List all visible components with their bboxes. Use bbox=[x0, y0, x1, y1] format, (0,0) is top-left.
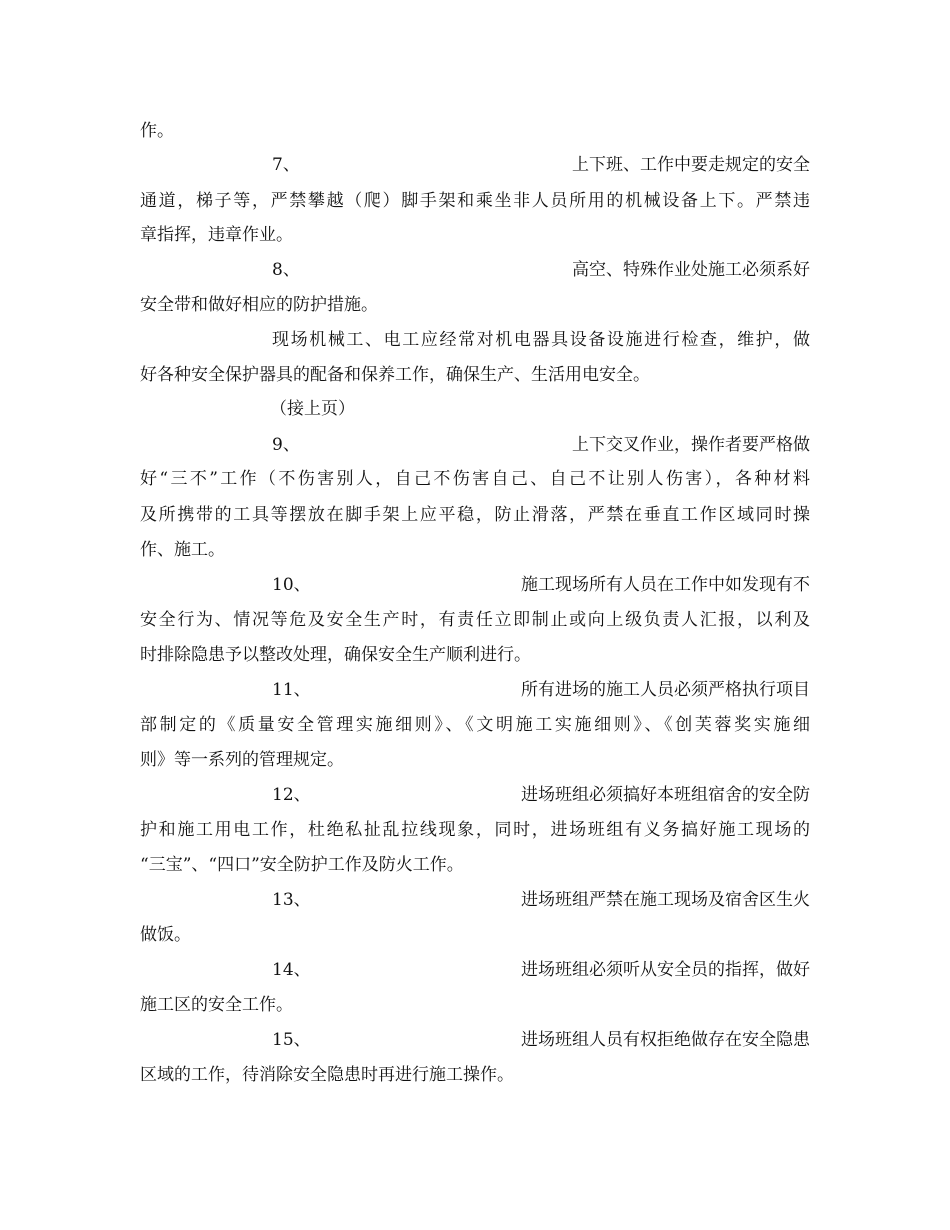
line-text: 做饭。 bbox=[140, 925, 191, 945]
item-text: 施工现场所有人员在工作中如发现有不 bbox=[521, 575, 810, 595]
text-line bbox=[140, 500, 810, 530]
item-text: 进场班组必须听从安全员的指挥，做好 bbox=[521, 960, 810, 980]
text-line bbox=[140, 116, 810, 146]
text-line bbox=[140, 850, 810, 880]
line-text: 作、施工。 bbox=[140, 540, 225, 560]
item-text: 进场班组人员有权拒绝做存在安全隐患 bbox=[521, 1030, 810, 1050]
text-line bbox=[140, 745, 810, 775]
line-text: 安全行为、情况等危及安全生产时，有责任立即制止或向上级负责人汇报，以利及 bbox=[140, 610, 810, 630]
item-number: 14、 bbox=[272, 960, 311, 980]
item-number: 10、 bbox=[272, 575, 311, 595]
line-text: 及所携带的工具等摆放在脚手架上应平稳，防止滑落，严禁在垂直工作区域同时操 bbox=[140, 505, 810, 525]
text-line bbox=[140, 290, 810, 320]
item-number: 13、 bbox=[272, 890, 311, 910]
line-text: （接上页） bbox=[270, 399, 355, 419]
item-number: 9、 bbox=[272, 435, 300, 455]
item-number: 8、 bbox=[272, 260, 300, 280]
numbered-item-line bbox=[140, 430, 810, 460]
line-text: 章指挥，违章作业。 bbox=[140, 225, 293, 245]
text-line bbox=[140, 535, 810, 565]
line-text: 通道，梯子等，严禁攀越（爬）脚手架和乘坐非人员所用的机械设备上下。严禁违 bbox=[140, 191, 810, 211]
item-number: 11、 bbox=[272, 680, 311, 700]
line-text: 施工区的安全工作。 bbox=[140, 995, 293, 1015]
numbered-item-line bbox=[140, 675, 810, 705]
item-text: 高空、特殊作业处施工必须系好 bbox=[572, 260, 810, 280]
numbered-item-line bbox=[140, 570, 810, 600]
line-text: 护和施工用电工作，杜绝私扯乱拉线现象，同时，进场班组有义务搞好施工现场的 bbox=[140, 820, 810, 840]
item-number: 12、 bbox=[272, 785, 311, 805]
item-number: 15、 bbox=[272, 1030, 311, 1050]
item-text: 上下班、工作中要走规定的安全 bbox=[572, 155, 810, 175]
text-line bbox=[140, 640, 810, 670]
text-line bbox=[140, 1060, 810, 1090]
item-text: 所有进场的施工人员必须严格执行项目 bbox=[521, 680, 810, 700]
item-text: 上下交叉作业，操作者要严格做 bbox=[572, 435, 810, 455]
line-text: 好“三不”工作（不伤害别人，自己不伤害自己、自己不让别人伤害），各种材料 bbox=[140, 469, 810, 489]
text-line bbox=[140, 605, 810, 635]
text-line bbox=[140, 710, 810, 740]
text-line bbox=[272, 325, 810, 355]
line-text: “三宝”、“四口”安全防护工作及防火工作。 bbox=[140, 855, 464, 875]
numbered-item-line bbox=[140, 255, 810, 285]
text-line bbox=[140, 920, 810, 950]
line-text: 则》等一系列的管理规定。 bbox=[140, 750, 344, 770]
line-text: 现场机械工、电工应经常对机电器具设备设施进行检查，维护，做 bbox=[272, 330, 810, 350]
text-line bbox=[140, 990, 810, 1020]
text-line bbox=[140, 220, 810, 250]
numbered-item-line bbox=[140, 780, 810, 810]
numbered-item-line bbox=[140, 955, 810, 985]
continued-note bbox=[270, 394, 940, 424]
line-text: 作。 bbox=[140, 121, 174, 141]
item-number: 7、 bbox=[272, 155, 300, 175]
line-text: 时排除隐患予以整改处理，确保安全生产顺利进行。 bbox=[140, 645, 531, 665]
line-text: 部制定的《质量安全管理实施细则》、《文明施工实施细则》、《创芙蓉奖实施细 bbox=[140, 715, 810, 735]
numbered-item-line bbox=[140, 885, 810, 915]
numbered-item-line bbox=[140, 150, 810, 180]
text-line bbox=[140, 360, 810, 390]
text-line bbox=[140, 815, 810, 845]
numbered-item-line bbox=[140, 1025, 810, 1055]
line-text: 区域的工作，待消除安全隐患时再进行施工操作。 bbox=[140, 1065, 514, 1085]
text-line bbox=[140, 186, 810, 216]
item-text: 进场班组必须搞好本班组宿舍的安全防 bbox=[521, 785, 810, 805]
line-text: 安全带和做好相应的防护措施。 bbox=[140, 295, 378, 315]
text-line bbox=[140, 464, 810, 494]
line-text: 好各种安全保护器具的配备和保养工作，确保生产、生活用电安全。 bbox=[140, 365, 650, 385]
item-text: 进场班组严禁在施工现场及宿舍区生火 bbox=[521, 890, 810, 910]
